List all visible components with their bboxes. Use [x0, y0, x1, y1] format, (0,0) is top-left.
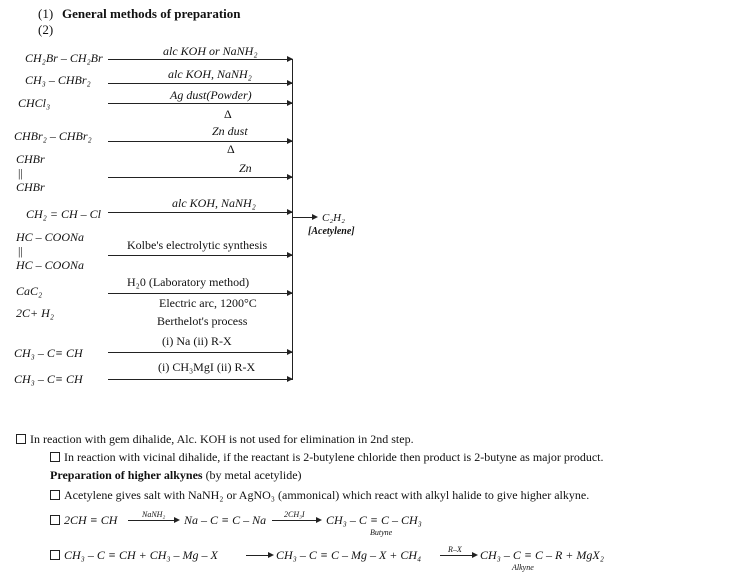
eq1-reagent-2: 2CH₃I	[284, 510, 305, 519]
condition-4-heat: Δ	[224, 107, 232, 121]
eq1-reagent: NaNH₂	[142, 510, 166, 519]
reaction-line-3	[108, 103, 292, 104]
note-2-text: In reaction with vicinal dihalide, if the reactant is 2-butylene chloride then product is 2-butyne as major product.	[64, 450, 604, 464]
condition-3: Ag dust(Powder)	[170, 88, 252, 102]
reaction-line-9	[108, 352, 292, 353]
eq2-label: Alkyne	[512, 563, 534, 572]
reactant-8: CaC₂	[16, 284, 43, 298]
condition-13: (i) Na (ii) R-X	[162, 334, 232, 348]
reactant-10: CH₃ – C≡ CH	[14, 346, 83, 360]
reactant-5-bond: ||	[18, 166, 23, 180]
checkbox-icon	[50, 490, 60, 500]
note-gem-dihalide	[16, 432, 414, 447]
condition-11: Electric arc, 1200°C	[159, 296, 257, 310]
eq1-label: Butyne	[370, 528, 393, 537]
note-3-bold: Preparation of higher alkynes	[50, 468, 203, 482]
reactant-1: CH₂Br – CH₂Br	[25, 51, 103, 65]
reactant-4: CHBr₂ – CHBr₂	[14, 129, 92, 143]
condition-8: alc KOH, NaNH₂	[172, 196, 256, 210]
reactant-6: CH₂ = CH – Cl	[26, 207, 101, 221]
reactant-5a: CHBr	[16, 152, 45, 166]
eq1-mid: Na – C ≡ C – Na	[184, 513, 267, 527]
condition-14: (i) CH₃MgI (ii) R-X	[158, 360, 256, 374]
reaction-line-5	[108, 177, 292, 178]
eq1-arrow-line	[128, 520, 176, 521]
reactant-7a: HC – COONa	[16, 230, 85, 244]
product-arrowhead	[312, 214, 318, 220]
section-title: General methods of preparation	[62, 6, 241, 21]
checkbox-icon	[50, 515, 60, 525]
section-number: (1)	[38, 6, 54, 21]
reactant-9: 2C+ H₂	[16, 306, 54, 320]
reaction-line-6	[108, 212, 292, 213]
condition-1: alc KOH or NaNH₂	[163, 44, 258, 58]
note-vicinal-dihalide	[50, 450, 604, 465]
eq2-right: CH₃ – C ≡ C – R + MgX₂	[480, 548, 604, 562]
eq2-arrow-line	[246, 555, 270, 556]
condition-5: Zn dust	[212, 124, 248, 138]
condition-6-heat: Δ	[227, 142, 235, 156]
reactant-3: CHCl₃	[18, 96, 51, 110]
eq2-arrowhead-2	[472, 552, 478, 558]
reaction-line-4	[108, 141, 292, 142]
eq1-arrow-line-2	[272, 520, 318, 521]
reactant-7b: HC – COONa	[16, 258, 85, 272]
product-formula: C₂H₂	[322, 212, 345, 224]
subsection-number: (2)	[38, 22, 54, 37]
note-1-text: In reaction with gem dihalide, Alc. KOH is not used for elimination in 2nd step.	[30, 432, 414, 446]
eq2-arrowhead	[268, 552, 274, 558]
product-name: [Acetylene]	[308, 226, 355, 237]
eq2-mid: CH₃ – C ≡ C – Mg – X + CH₄	[276, 548, 422, 562]
note-4-text: Acetylene gives salt with NaNH₂ or AgNO₃ (ammonical) which react with alkyl halide to give higher alkyne.	[64, 488, 590, 502]
reactant-2: CH₃ – CHBr₂	[25, 73, 91, 87]
eq2-reagent: R–X	[448, 545, 462, 554]
checkbox-icon	[50, 550, 60, 560]
condition-9: Kolbe's electrolytic synthesis	[127, 238, 268, 252]
note-higher-alkynes	[50, 468, 302, 483]
equation-2	[50, 548, 218, 563]
reactant-7-bond: ||	[18, 244, 23, 258]
reactant-5b: CHBr	[16, 180, 45, 194]
eq1-right: CH₃ – C ≡ C – CH₃	[326, 513, 422, 527]
checkbox-icon	[16, 434, 26, 444]
reaction-line-8	[108, 293, 292, 294]
eq2-left: CH₃ – C ≡ CH + CH₃ – Mg – X	[64, 548, 218, 562]
reaction-line-10	[108, 379, 292, 380]
eq2-arrow-line-2	[440, 555, 474, 556]
reaction-line-7	[108, 255, 292, 256]
note-acetylide	[50, 488, 589, 503]
reactant-11: CH₃ – C≡ CH	[14, 372, 83, 386]
eq1-arrowhead	[174, 517, 180, 523]
eq1-left: 2CH ≡ CH	[64, 513, 118, 527]
eq1-arrowhead-2	[316, 517, 322, 523]
condition-12: Berthelot's process	[157, 314, 248, 328]
collector-line	[292, 59, 293, 380]
condition-10: H₂0 (Laboratory method)	[127, 275, 250, 289]
reaction-line-1	[108, 59, 292, 60]
note-3-rest: (by metal acetylide)	[202, 468, 302, 482]
condition-2: alc KOH, NaNH₂	[168, 67, 252, 81]
reaction-line-2	[108, 83, 292, 84]
condition-7: Zn	[239, 161, 252, 175]
checkbox-icon	[50, 452, 60, 462]
product-arrow-line	[292, 217, 312, 218]
equation-1	[50, 513, 117, 528]
